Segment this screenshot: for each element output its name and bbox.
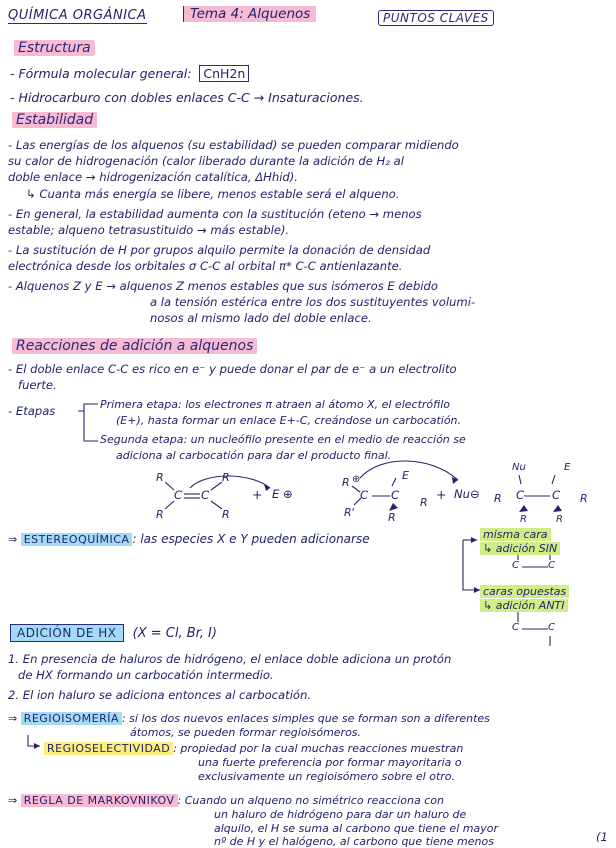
scheme-c3: C bbox=[360, 488, 369, 502]
opposite-faces-label: caras opuestas bbox=[480, 585, 569, 598]
page-number: (1 bbox=[596, 830, 608, 844]
etapa2-l1: Segunda etapa: un nucleófilo presente en el medio de reacción se bbox=[100, 433, 466, 446]
markovnikov-text-l3: alquilo, el H se suma al carbono que tiene el mayor bbox=[214, 822, 498, 835]
hx-step1-l1: 1. En presencia de haluros de hidrógeno, el enlace doble adiciona un protón bbox=[8, 652, 452, 666]
markovnikov-line: ⇒ REGLA DE MARKOVNIKOV : Cuando un alqueno no simétrico reacciona con bbox=[8, 794, 444, 807]
scheme-r-prime: R' bbox=[344, 506, 355, 519]
scheme-electrophile: E ⊕ bbox=[272, 487, 293, 501]
scheme-e1: E bbox=[402, 469, 409, 482]
addition-p1-l2: fuerte. bbox=[18, 378, 57, 392]
regiosel-label: REGIOSELECTIVIDAD bbox=[44, 742, 173, 755]
estereo-text: : las especies X e Y pueden adicionarse bbox=[132, 532, 370, 546]
syn-c-left: C bbox=[512, 560, 519, 571]
stability-p4-l2: a la tensión estérica entre los dos sustituyentes volumi- bbox=[150, 295, 476, 309]
stability-p1-l2: su calor de hidrogenación (calor liberado durante la adición de H₂ al bbox=[8, 154, 404, 168]
scheme-r11: R bbox=[556, 514, 563, 525]
scheme-e-product: E bbox=[564, 462, 571, 473]
stability-p1-l3: doble enlace → hidrogenización catalítica, ΔHhid). bbox=[8, 170, 298, 184]
estereo-line: ⇒ ESTEREOQUÍMICA : las especies X e Y pueden adicionarse bbox=[8, 532, 370, 546]
anti-c-right: C bbox=[548, 622, 555, 633]
scheme-c4: C bbox=[391, 488, 400, 502]
scheme-r10: R bbox=[520, 514, 527, 525]
scheme-r3: R bbox=[222, 471, 230, 484]
markovnikov-text-l2: un haluro de hidrógeno para dar un haluro de bbox=[214, 808, 467, 821]
scheme-nu-product: Nu bbox=[512, 462, 526, 473]
etapa1-l1: Primera etapa: los electrones π atraen al átomo X, el electrófilo bbox=[100, 398, 451, 411]
etapa1-l2: (E+), hasta formar un enlace E+-C, creándose un carbocatión. bbox=[116, 414, 462, 427]
scheme-plus1: + bbox=[252, 487, 263, 502]
estereo-label: ESTEREOQUÍMICA bbox=[21, 533, 133, 546]
scheme-r8: R bbox=[494, 492, 502, 505]
regiosel-text-l1: : propiedad por la cual muchas reacciones muestran bbox=[173, 742, 464, 755]
syn-c-right: C bbox=[548, 560, 555, 571]
anti-c-left: C bbox=[512, 622, 519, 633]
regio-text-l1: : si los dos nuevos enlaces simples que se forman son a diferentes bbox=[121, 712, 490, 725]
hx-step1-l2: de HX formando un carbocatión intermedio. bbox=[18, 668, 274, 682]
stability-p4-l3: nosos al mismo lado del doble enlace. bbox=[150, 311, 372, 325]
formula-label: - Fórmula molecular general: bbox=[10, 66, 192, 81]
hx-heading-suffix: (X = Cl, Br, I) bbox=[132, 626, 217, 641]
stability-p1-sub: ↳ Cuanta más energía se libere, menos estable será el alqueno. bbox=[26, 187, 400, 201]
stability-p3-l2: electrónica desde los orbitales σ C-C al orbital π* C-C antienlazante. bbox=[8, 259, 403, 273]
anti-label: ↳ adición ANTI bbox=[480, 599, 568, 612]
stability-p2-l2: estable; alqueno tetrasustituido → más estable). bbox=[8, 223, 290, 237]
addition-p1-l1: - El doble enlace C-C es rico en e⁻ y puede donar el par de e⁻ a un electrolito bbox=[8, 362, 457, 376]
scheme-plus2: + bbox=[436, 487, 447, 502]
subject-title: QUÍMICA ORGÁNICA bbox=[8, 8, 147, 23]
etapa2-l2: adiciona al carbocatión para dar el producto final. bbox=[116, 449, 392, 462]
hx-heading: ADICIÓN DE HX bbox=[10, 624, 124, 642]
scheme-plus-charge: ⊕ bbox=[352, 474, 361, 485]
hx-heading-line bbox=[10, 622, 217, 641]
scheme-r4: R bbox=[222, 508, 230, 521]
regiosel-line bbox=[44, 742, 463, 755]
regio-text-l2: átomos, se pueden formar regioisómeros. bbox=[130, 726, 362, 739]
markovnikov-label: REGLA DE MARKOVNIKOV bbox=[21, 794, 178, 807]
scheme-r2: R bbox=[156, 508, 164, 521]
scheme-r7: R bbox=[388, 511, 396, 524]
scheme-r9: R bbox=[580, 492, 588, 505]
section-heading-estabilidad: Estabilidad bbox=[12, 112, 97, 128]
regiosel-text-l2: una fuerte preferencia por formar mayoritaria o bbox=[198, 756, 462, 769]
stability-p1-l1: - Las energías de los alquenos (su estabilidad) se pueden comparar midiendo bbox=[8, 138, 459, 152]
hx-step2: 2. El ion haluro se adiciona entonces al carbocatión. bbox=[8, 688, 312, 702]
regio-label: REGIOISOMERÍA bbox=[21, 712, 122, 725]
regio-line: ⇒ REGIOISOMERÍA : si los dos nuevos enlaces simples que se forman son a diferentes bbox=[8, 712, 490, 725]
topic-title: Tema 4: Alquenos bbox=[183, 6, 316, 22]
stability-p2-l1: - En general, la estabilidad aumenta con la sustitución (eteno → menos bbox=[8, 207, 422, 221]
regiosel-text-l3: exclusivamente un regioisómero sobre el otro. bbox=[198, 770, 456, 783]
scheme-r6: R bbox=[420, 496, 428, 509]
scheme-r5: R bbox=[342, 476, 350, 489]
key-points-tag: PUNTOS CLAVES bbox=[378, 10, 494, 26]
hydrocarbon-line: - Hidrocarburo con dobles enlaces C-C → Insaturaciones. bbox=[10, 90, 364, 105]
syn-label: ↳ adición SIN bbox=[480, 542, 560, 555]
stability-p3-l1: - La sustitución de H por grupos alquilo permite la donación de densidad bbox=[8, 243, 431, 257]
formula-box: CnH2n bbox=[199, 65, 249, 82]
markovnikov-text-l1: : Cuando un alqueno no simétrico reacciona con bbox=[177, 794, 444, 807]
scheme-r1: R bbox=[156, 471, 164, 484]
scheme-c5: C bbox=[516, 488, 525, 502]
markovnikov-text-l4: nº de H y el halógeno, al carbono que tiene menos bbox=[214, 835, 494, 848]
section-heading-estructura: Estructura bbox=[14, 40, 95, 56]
scheme-c6: C bbox=[552, 488, 561, 502]
etapas-label: - Etapas bbox=[8, 404, 56, 418]
section-heading-adicion: Reacciones de adición a alquenos bbox=[12, 338, 257, 354]
scheme-c1: C bbox=[174, 488, 183, 502]
scheme-nucleophile: Nu⊖ bbox=[454, 487, 480, 501]
same-face-label: misma cara bbox=[480, 528, 551, 541]
scheme-c2: C bbox=[201, 488, 210, 502]
stability-p4-l1: - Alquenos Z y E → alquenos Z menos estables que sus isómeros E debido bbox=[8, 279, 438, 293]
